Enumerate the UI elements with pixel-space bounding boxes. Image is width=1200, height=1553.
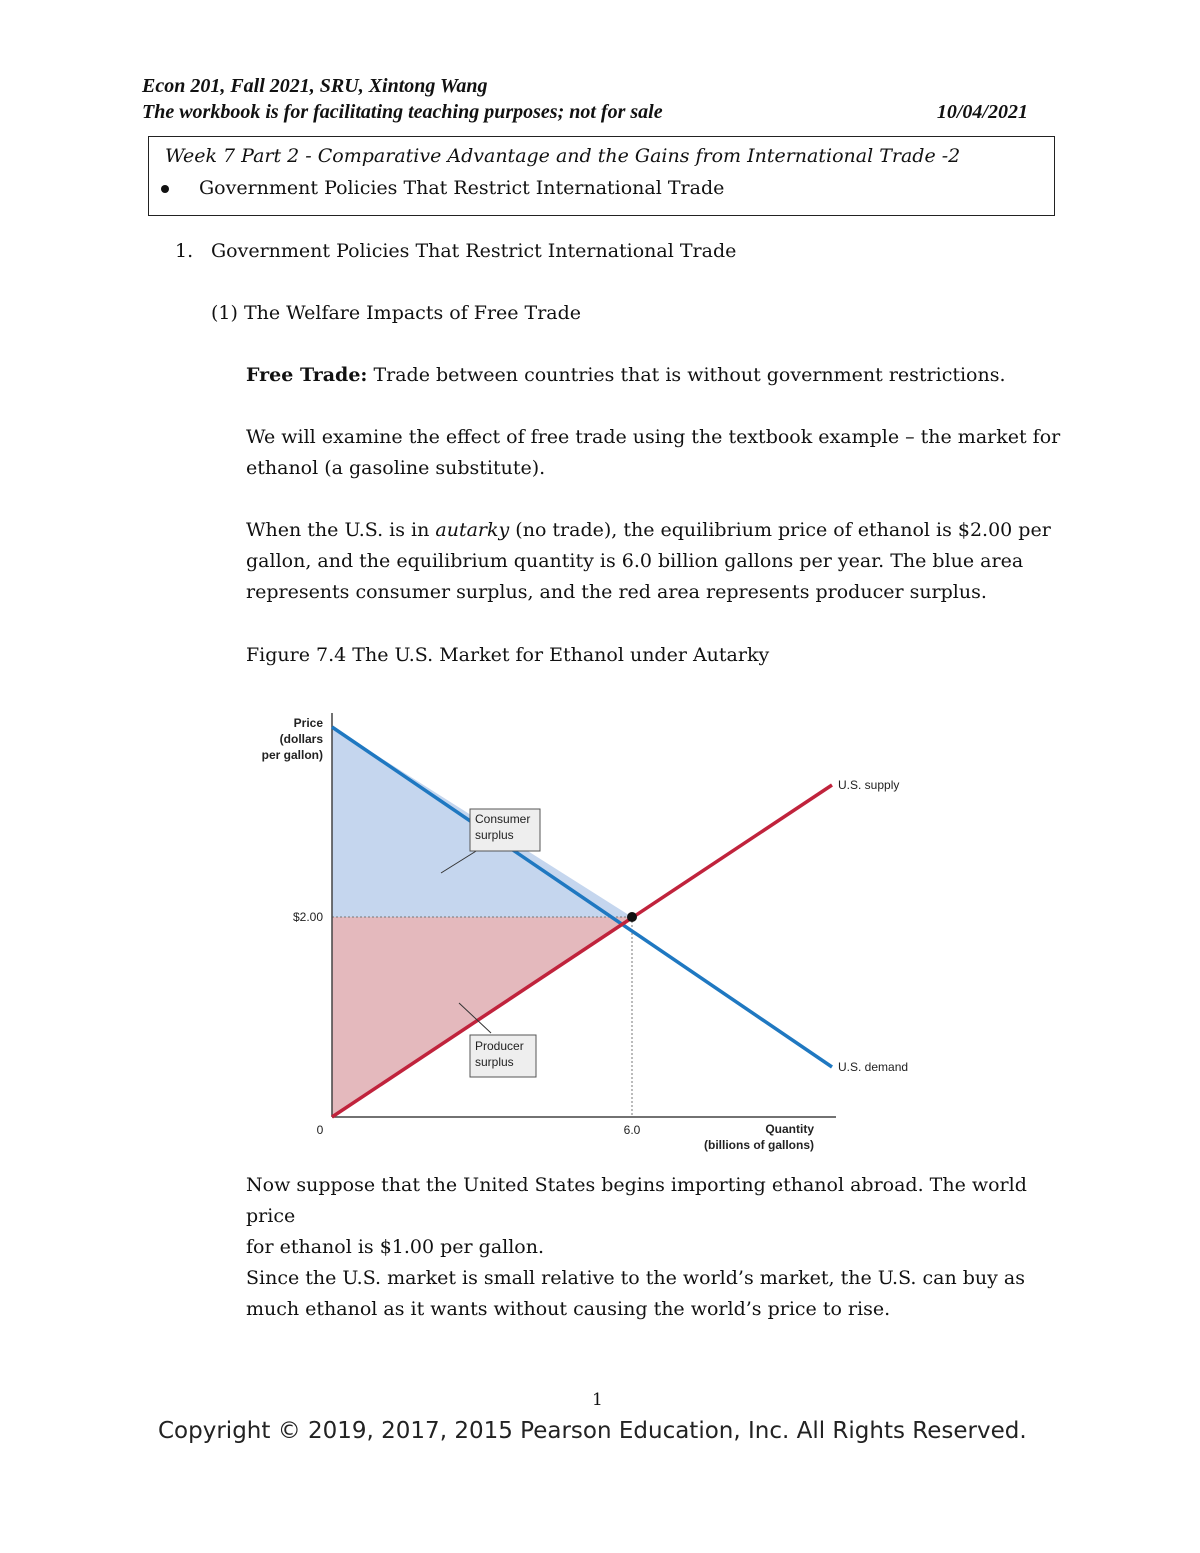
page-number: 1 [592,1390,603,1410]
copyright-notice: Copyright © 2019, 2017, 2015 Pearson Education, Inc. All Rights Reserved. [158,1418,1027,1444]
header-purpose-line [142,100,1028,124]
consumer-surplus-label-2: surplus [475,828,514,842]
autarky-line-3: represents consumer surplus, and the red area represents producer surplus. [246,581,987,603]
small-market-line-2: much ethanol as it wants without causing the world’s price to rise. [246,1298,891,1320]
topic-bullet [199,177,724,199]
free-trade-text: Trade between countries that is without government restrictions. [373,364,1006,386]
free-trade-term: Free Trade: [246,364,368,386]
autarky-pre: When the U.S. is in [246,519,436,541]
autarky-post: (no trade), the equilibrium price of ethanol is $2.00 per [509,519,1051,541]
autarky-paragraph [246,515,1066,608]
autarky-term: autarky [435,519,510,541]
examine-line-2: ethanol (a gasoline substitute). [246,457,546,479]
x-axis-label-2: (billions of gallons) [704,1138,814,1152]
examine-paragraph [246,422,1066,484]
section-title: Government Policies That Restrict International Trade [211,240,737,262]
header-course-line: Econ 201, Fall 2021, SRU, Xintong Wang [142,75,488,97]
y-axis-label-2: (dollars [279,732,323,746]
examine-line-1: We will examine the effect of free trade using the textbook example – the market for [246,426,1061,448]
bullet-icon [161,185,169,193]
import-line-1: Now suppose that the United States begins importing ethanol abroad. The world price [246,1174,1027,1227]
demand-series-label: U.S. demand [838,1060,909,1074]
section-heading [175,236,736,267]
header-purpose-text: The workbook is for facilitating teaching purposes; not for sale [142,101,663,123]
autarky-line-1 [246,515,1066,546]
topic-box [148,136,1055,216]
producer-surplus-label-1: Producer [475,1039,524,1053]
supply-series-label: U.S. supply [838,778,900,792]
import-paragraph [246,1170,1066,1263]
free-trade-definition [246,360,1006,391]
x-tick-label-6: 6.0 [623,1123,641,1137]
small-market-paragraph [246,1263,1066,1325]
header-date: 10/04/2021 [936,101,1028,123]
import-line-2: for ethanol is $1.00 per gallon. [246,1236,545,1258]
x-tick-label-0: 0 [316,1123,324,1137]
topic-title: Week 7 Part 2 - Comparative Advantage and the Gains from International Trade -2 [165,145,961,167]
producer-surplus-label-2: surplus [475,1055,514,1069]
y-tick-label-2: $2.00 [292,910,323,924]
producer-surplus-callout [459,1003,536,1077]
small-market-line-1: Since the U.S. market is small relative to the world’s market, the U.S. can buy as [246,1267,1026,1289]
x-axis-label-1: Quantity [765,1122,814,1136]
section-number: 1. [175,240,194,262]
autarky-line-2: gallon, and the equilibrium quantity is 6.0 billion gallons per year. The blue area [246,550,1024,572]
equilibrium-point [627,912,637,922]
consumer-surplus-label-1: Consumer [475,812,531,826]
ethanol-market-chart [246,705,909,1165]
y-axis-label-1: Price [293,716,323,730]
topic-bullet-text: Government Policies That Restrict International Trade [199,177,725,199]
subsection-heading: (1) The Welfare Impacts of Free Trade [211,302,582,324]
y-axis-label-3: per gallon) [261,748,323,762]
figure-caption: Figure 7.4 The U.S. Market for Ethanol under Autarky [246,644,770,666]
